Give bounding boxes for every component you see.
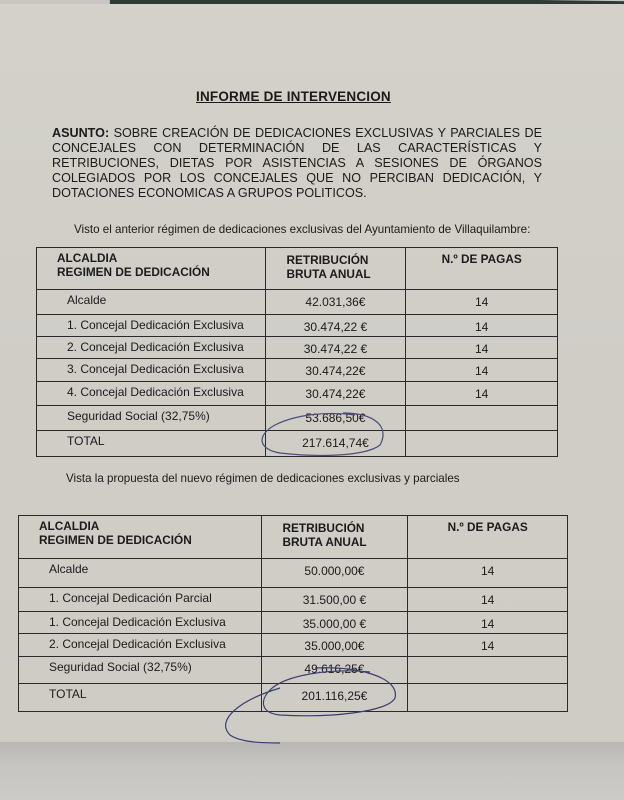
table-header-row	[37, 248, 558, 290]
new-regime-table	[18, 515, 568, 712]
table-row	[19, 634, 568, 657]
table-row	[37, 337, 558, 359]
header-retribucion	[265, 248, 406, 290]
row-name: Seguridad Social (32,75%)	[37, 406, 266, 431]
header-regimen-line1: ALCALDIA	[39, 519, 100, 533]
row-name: Alcalde	[19, 559, 262, 588]
row-pagas	[406, 431, 558, 457]
row-amount: 35.000,00 €	[261, 612, 408, 634]
table-row	[19, 588, 568, 612]
row-pagas: 14	[408, 612, 568, 634]
intro-previous-regime: Visto el anterior régimen de dedicaciones exclusivas del Ayuntamiento de Villaquilambre:	[74, 223, 531, 236]
row-pagas: 14	[406, 382, 558, 406]
row-name: 1. Concejal Dedicación Parcial	[19, 588, 262, 612]
row-amount: 35.000,00€	[261, 634, 408, 657]
table-row	[19, 657, 568, 684]
row-name: Seguridad Social (32,75%)	[19, 657, 262, 684]
row-amount: 30.474,22€	[265, 382, 406, 406]
row-pagas: 14	[408, 588, 568, 612]
table-row	[37, 382, 558, 406]
row-amount: 30.474,22€	[265, 359, 406, 382]
header-retribucion-line1: RETRIBUCIÓN	[286, 253, 369, 267]
row-pagas	[408, 657, 568, 684]
row-name: 2. Concejal Dedicación Exclusiva	[37, 337, 266, 359]
row-pagas: 14	[408, 559, 568, 588]
header-regimen-line1: ALCALDIA	[57, 251, 118, 265]
header-pagas: N.º DE PAGAS	[408, 516, 568, 559]
row-name: TOTAL	[19, 684, 262, 712]
row-amount: 49.616,25€	[261, 657, 408, 684]
table-row	[37, 315, 558, 337]
row-name: 3. Concejal Dedicación Exclusiva	[37, 359, 266, 382]
table-row	[19, 559, 568, 588]
row-pagas: 14	[406, 337, 558, 359]
row-pagas: 14	[406, 359, 558, 382]
row-amount: 30.474,22 €	[265, 315, 406, 337]
row-name: Alcalde	[37, 290, 266, 315]
header-pagas: N.º DE PAGAS	[406, 248, 558, 290]
row-name: 2. Concejal Dedicación Exclusiva	[19, 634, 262, 657]
table-row	[19, 612, 568, 634]
previous-regime-table	[36, 247, 558, 457]
row-name: TOTAL	[37, 431, 266, 457]
header-retribucion-line1: RETRIBUCIÓN	[282, 521, 365, 535]
row-amount: 42.031,36€	[265, 290, 406, 315]
header-regimen	[37, 248, 266, 290]
subject-label: ASUNTO:	[52, 126, 110, 140]
table-header-row	[19, 516, 568, 559]
table-row	[37, 406, 558, 431]
row-amount: 30.474,22 €	[265, 337, 406, 359]
row-pagas: 14	[408, 634, 568, 657]
header-regimen	[19, 516, 262, 559]
row-pagas	[406, 406, 558, 431]
table-row	[37, 431, 558, 457]
row-amount: 201.116,25€	[261, 684, 408, 712]
row-amount: 53.686,50€	[265, 406, 406, 431]
intro-proposal: Vista la propuesta del nuevo régimen de dedicaciones exclusivas y parciales	[66, 472, 460, 485]
header-retribucion-line2: BRUTA ANUAL	[286, 267, 371, 281]
header-retribucion	[261, 516, 408, 559]
table-row	[37, 290, 558, 315]
subject-paragraph	[52, 126, 542, 201]
header-retribucion-line2: BRUTA ANUAL	[282, 535, 367, 549]
row-pagas: 14	[406, 290, 558, 315]
document-title: INFORME DE INTERVENCION	[196, 89, 391, 104]
row-amount: 217.614,74€	[265, 431, 406, 457]
page-below	[0, 742, 624, 800]
row-amount: 31.500,00 €	[261, 588, 408, 612]
header-regimen-line2: REGIMEN DE DEDICACIÓN	[57, 265, 210, 279]
row-pagas	[408, 684, 568, 712]
row-amount: 50.000,00€	[261, 559, 408, 588]
table-row	[19, 684, 568, 712]
row-pagas: 14	[406, 315, 558, 337]
header-regimen-line2: REGIMEN DE DEDICACIÓN	[39, 533, 192, 547]
table-row	[37, 359, 558, 382]
subject-text: SOBRE CREACIÓN DE DEDICACIONES EXCLUSIVAS Y PARCIALES DE CONCEJALES CON DETERMINACIÓN DE LAS CARACTERÍSTICAS Y RETRIBUCIONES, DIETAS POR ASISTENCIAS A SESIONES DE ÓRGANOS COLEGIADOS POR LOS CONCEJALES QUE NO PERCIBAN DEDICACIÓN, Y DOTACIONES ECONOMICAS A GRUPOS POLITICOS.	[52, 126, 542, 200]
row-name: 1. Concejal Dedicación Exclusiva	[37, 315, 266, 337]
row-name: 1. Concejal Dedicación Exclusiva	[19, 612, 262, 634]
row-name: 4. Concejal Dedicación Exclusiva	[37, 382, 266, 406]
